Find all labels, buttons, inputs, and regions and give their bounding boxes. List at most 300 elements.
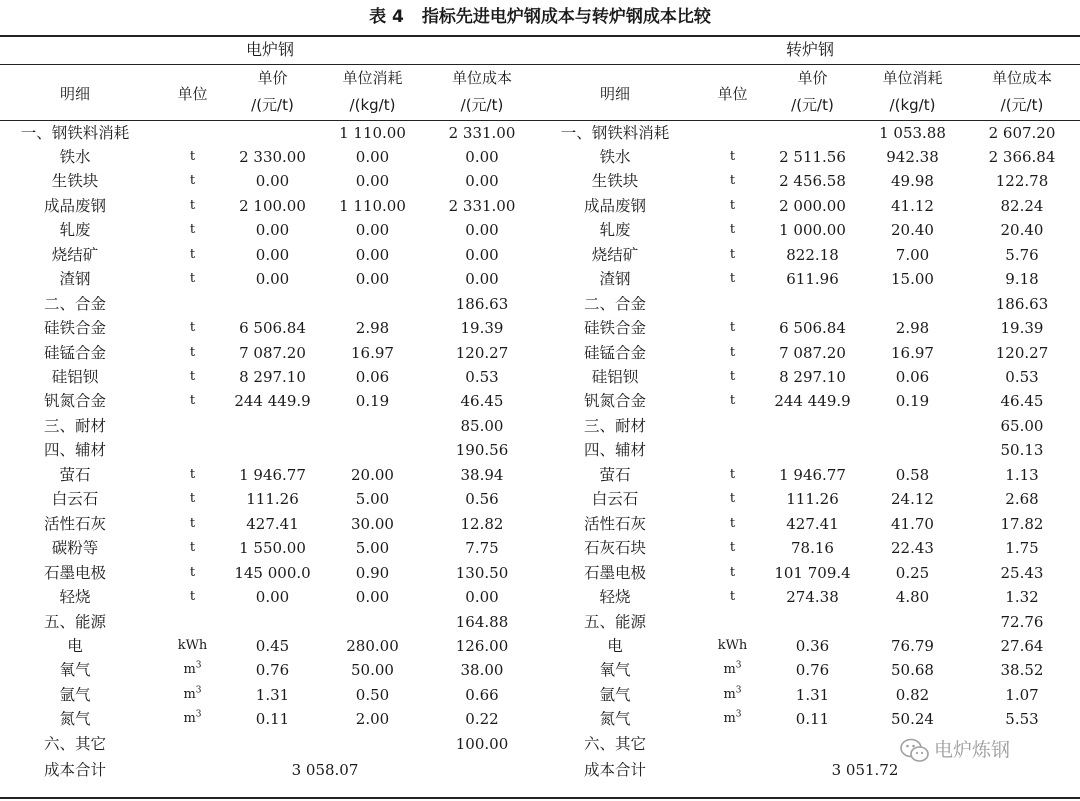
cell-price: 0.00 xyxy=(255,245,290,264)
table-row xyxy=(0,512,540,536)
table-row xyxy=(0,389,540,413)
cell-price: 145 000.0 xyxy=(234,563,311,582)
cell-price: 427.41 xyxy=(786,514,839,533)
cell-name: 硅铝钡 xyxy=(51,368,99,386)
cell-consumption xyxy=(860,414,965,438)
table-row xyxy=(540,658,1080,682)
table-row xyxy=(0,438,540,462)
cell-name: 一、钢铁料消耗 xyxy=(20,123,130,142)
cell-consumption: 0.19 xyxy=(355,392,390,411)
cell-unit xyxy=(690,438,775,462)
table-row xyxy=(540,610,1080,634)
cell-name: 氧气 xyxy=(599,661,631,680)
cell-consumption: 76.79 xyxy=(891,636,934,655)
cell-price: 274.38 xyxy=(786,588,839,607)
cell-cost: 12.82 xyxy=(460,514,504,533)
cell-cost: 0.00 xyxy=(465,147,499,166)
cell-cost: 2 331.00 xyxy=(448,196,516,215)
cell-cost: 5.76 xyxy=(1005,245,1039,264)
cell-cost: 190.56 xyxy=(455,441,509,460)
cell-consumption: 2.00 xyxy=(355,710,390,729)
cell-consumption xyxy=(320,414,425,438)
table-row xyxy=(540,389,1080,413)
cell-price xyxy=(765,414,860,438)
cell-consumption: 50.24 xyxy=(891,710,934,729)
cell-unit xyxy=(150,414,235,438)
cell-name: 活性石灰 xyxy=(583,514,646,533)
cell-unit: t xyxy=(729,515,736,531)
cell-price: 6 506.84 xyxy=(779,319,846,338)
cell-price: 7 087.20 xyxy=(239,343,306,362)
cell-consumption: 0.00 xyxy=(355,147,390,166)
table-row xyxy=(0,316,540,340)
cell-unit xyxy=(150,610,235,634)
cell-price: 111.26 xyxy=(246,490,299,509)
table-row xyxy=(0,218,540,242)
bof-header-price-unit: /(元/t) xyxy=(791,96,834,114)
table-row xyxy=(540,683,1080,707)
cell-unit: t xyxy=(729,540,736,556)
cell-cost: 120.27 xyxy=(995,343,1049,362)
cell-unit: t xyxy=(189,369,196,384)
cell-name: 白云石 xyxy=(51,490,99,509)
cell-cost: 0.53 xyxy=(1005,368,1039,386)
table-row xyxy=(0,536,540,560)
table-row xyxy=(0,463,540,487)
table-row xyxy=(540,707,1080,731)
cell-name: 三、耐材 xyxy=(583,416,646,435)
cell-cost: 0.00 xyxy=(465,270,499,289)
cell-unit: t xyxy=(189,320,196,336)
bof-header-cost-unit: /(元/t) xyxy=(1000,96,1044,114)
cell-unit xyxy=(690,292,775,316)
cell-name: 氮气 xyxy=(599,710,631,729)
cell-cost: 17.82 xyxy=(1000,514,1044,533)
cell-price xyxy=(765,610,860,634)
cell-cost: 82.24 xyxy=(1000,196,1044,215)
cell-unit: $m^3$ xyxy=(723,709,742,727)
cell-unit: $m^3$ xyxy=(183,709,202,727)
cell-price: 0.00 xyxy=(255,270,290,289)
table-row xyxy=(0,365,540,389)
eaf-header-unit: 单位 xyxy=(177,85,208,103)
cell-consumption: 20.40 xyxy=(891,221,934,240)
cell-price: 0.11 xyxy=(795,710,830,729)
cell-unit xyxy=(690,610,775,634)
cell-price: 0.00 xyxy=(255,221,290,240)
eaf-header-consumption: 单位消耗 xyxy=(342,69,403,87)
cell-consumption: 0.00 xyxy=(355,245,390,264)
cell-price xyxy=(225,732,320,756)
cell-name: 萤石 xyxy=(599,465,631,484)
cell-name: 一、钢铁料消耗 xyxy=(560,123,670,142)
cell-cost: 100.00 xyxy=(455,734,509,753)
cell-name: 氧气 xyxy=(59,661,91,680)
table-row xyxy=(540,463,1080,487)
cell-unit: t xyxy=(189,393,196,409)
cell-name: 铁水 xyxy=(599,147,631,166)
cell-name: 渣钢 xyxy=(59,270,91,289)
cell-cost: 0.56 xyxy=(465,490,499,509)
cell-price: 101 709.4 xyxy=(774,563,851,582)
cell-unit: $m^3$ xyxy=(723,685,742,702)
table-row xyxy=(540,121,1080,145)
cell-name: 氮气 xyxy=(59,710,91,729)
cell-consumption: 49.98 xyxy=(891,172,934,191)
table-row xyxy=(0,732,540,756)
cell-cost: 38.00 xyxy=(460,661,504,680)
cell-price xyxy=(765,438,860,462)
cell-price: 611.96 xyxy=(786,270,839,289)
cell-name: 硅锰合金 xyxy=(583,343,646,362)
cell-consumption: 2.98 xyxy=(895,319,930,338)
table-row xyxy=(540,243,1080,267)
cell-name: 铁水 xyxy=(59,147,91,166)
cell-unit: t xyxy=(729,148,736,164)
cell-name: 轻烧 xyxy=(59,588,91,607)
cell-name: 生铁块 xyxy=(591,172,639,191)
table-row xyxy=(0,487,540,511)
cell-name: 电 xyxy=(607,636,623,655)
cell-unit: t xyxy=(729,271,736,287)
table-row xyxy=(0,610,540,634)
cell-unit: t xyxy=(189,246,196,262)
cell-price: 2 330.00 xyxy=(239,147,306,166)
cell-name: 钒氮合金 xyxy=(43,392,106,411)
cell-name: 硅铁合金 xyxy=(43,319,106,338)
cell-cost: 130.50 xyxy=(455,563,509,582)
cell-unit: kWh xyxy=(717,637,748,653)
cell-name: 钒氮合金 xyxy=(583,392,646,411)
cell-consumption: 0.00 xyxy=(355,172,390,191)
watermark xyxy=(900,735,1010,765)
cell-name: 三、耐材 xyxy=(43,416,106,435)
table-row xyxy=(540,438,1080,462)
cell-cost: 120.27 xyxy=(455,343,509,362)
cell-price xyxy=(225,438,320,462)
cell-name: 烧结矿 xyxy=(591,245,639,264)
table-row xyxy=(540,365,1080,389)
eaf-header-cost-unit: /(元/t) xyxy=(460,96,504,114)
cell-consumption: 16.97 xyxy=(891,343,934,362)
cell-unit: kWh xyxy=(177,637,208,653)
cell-name: 六、其它 xyxy=(583,734,646,753)
table-row xyxy=(540,561,1080,585)
cell-price: 0.45 xyxy=(255,636,290,655)
cell-cost: 2 331.00 xyxy=(448,123,516,142)
cell-price: 822.18 xyxy=(786,245,839,264)
cell-price: 7 087.20 xyxy=(779,343,846,362)
cell-consumption: 5.00 xyxy=(355,490,390,509)
bof-header-consumption-unit: /(kg/t) xyxy=(889,96,936,114)
cell-price: 1 550.00 xyxy=(239,539,306,558)
total-row xyxy=(0,758,540,782)
cell-price: 1.31 xyxy=(255,685,290,704)
table-row xyxy=(540,585,1080,609)
cell-cost: 72.76 xyxy=(1000,612,1044,631)
cell-name: 六、其它 xyxy=(43,734,106,753)
cell-unit: t xyxy=(729,197,736,213)
cell-consumption: 0.00 xyxy=(355,588,390,607)
total-value: 3 051.72 xyxy=(831,761,899,780)
cell-cost: 25.43 xyxy=(1000,563,1044,582)
table-row xyxy=(540,487,1080,511)
watermark-text: 电炉炼钢 xyxy=(934,739,1011,761)
cell-name: 硅铁合金 xyxy=(583,319,646,338)
cell-consumption xyxy=(320,292,425,316)
cell-unit: t xyxy=(729,564,736,580)
cell-cost: 50.13 xyxy=(1000,441,1044,460)
cell-consumption: 280.00 xyxy=(346,636,399,655)
cell-unit: t xyxy=(729,393,736,409)
cell-consumption: 0.82 xyxy=(895,685,930,704)
cell-unit: t xyxy=(729,246,736,262)
cell-cost: 2 607.20 xyxy=(988,123,1056,142)
cell-price xyxy=(765,732,860,756)
cell-consumption: 41.12 xyxy=(891,196,934,215)
cell-unit: t xyxy=(729,466,736,482)
cell-cost: 0.00 xyxy=(465,221,499,240)
table-number: 表 4 xyxy=(369,7,404,27)
table-row xyxy=(540,169,1080,193)
table-caption: 指标先进电炉钢成本与转炉钢成本比较 xyxy=(421,7,711,27)
cell-price: 244 449.9 xyxy=(774,392,851,411)
table-row xyxy=(0,145,540,169)
cell-name: 烧结矿 xyxy=(51,245,99,264)
cell-price: 2 100.00 xyxy=(239,196,306,215)
table-row xyxy=(540,292,1080,316)
cell-name: 四、辅材 xyxy=(583,441,646,460)
cell-price xyxy=(765,121,860,145)
table-row xyxy=(540,316,1080,340)
cell-price: 2 511.56 xyxy=(779,147,846,166)
total-label: 成本合计 xyxy=(583,761,646,780)
cell-price: 1 946.77 xyxy=(779,465,846,484)
cell-name: 白云石 xyxy=(591,490,639,509)
cell-name: 氩气 xyxy=(599,685,631,704)
cell-consumption: 30.00 xyxy=(351,514,394,533)
cell-unit: t xyxy=(189,344,196,360)
cell-cost: 7.75 xyxy=(465,539,499,558)
cell-price: 2 000.00 xyxy=(779,196,846,215)
table-row xyxy=(540,634,1080,658)
cell-consumption: 50.68 xyxy=(891,661,934,680)
cell-name: 碳粉等 xyxy=(51,539,99,558)
cell-name: 石灰石块 xyxy=(583,539,646,558)
table-row xyxy=(540,145,1080,169)
cell-price: 8 297.10 xyxy=(779,368,846,386)
cell-cost: 1.32 xyxy=(1005,588,1039,607)
cell-consumption: 4.80 xyxy=(895,588,930,607)
cell-consumption: 1 053.88 xyxy=(879,123,946,142)
cell-cost: 9.18 xyxy=(1005,270,1039,289)
cell-cost: 27.64 xyxy=(1000,636,1044,655)
cell-name: 轻烧 xyxy=(599,588,631,607)
cell-consumption: 0.06 xyxy=(355,368,390,386)
table-row xyxy=(540,194,1080,218)
cell-unit xyxy=(150,121,235,145)
cell-name: 生铁块 xyxy=(51,172,99,191)
cell-unit xyxy=(150,438,235,462)
cell-cost: 38.52 xyxy=(1000,661,1044,680)
cell-cost: 1.07 xyxy=(1005,685,1039,704)
cell-consumption: 20.00 xyxy=(351,465,394,484)
cell-consumption xyxy=(320,610,425,634)
cell-consumption: 0.00 xyxy=(355,221,390,240)
cell-price: 6 506.84 xyxy=(239,319,306,338)
cell-name: 成品废钢 xyxy=(583,196,646,215)
cell-consumption: 22.43 xyxy=(891,539,934,558)
table-row xyxy=(0,658,540,682)
bof-header-consumption: 单位消耗 xyxy=(882,69,943,87)
cell-cost: 38.94 xyxy=(460,465,504,484)
cell-unit: t xyxy=(189,148,196,164)
cell-unit: t xyxy=(729,222,736,238)
table-row xyxy=(0,194,540,218)
cell-price: 1.31 xyxy=(795,685,830,704)
cell-name: 轧废 xyxy=(599,221,631,240)
cell-unit: t xyxy=(189,491,196,507)
table-row xyxy=(540,512,1080,536)
cell-unit: $m^3$ xyxy=(723,661,742,678)
cell-unit: t xyxy=(189,515,196,531)
total-label: 成本合计 xyxy=(43,761,106,780)
cell-price: 78.16 xyxy=(791,539,834,558)
wechat-icon xyxy=(900,738,930,764)
cell-name: 五、能源 xyxy=(43,612,106,631)
cell-price: 111.26 xyxy=(786,490,839,509)
cell-cost: 164.88 xyxy=(455,612,509,631)
cell-cost: 0.22 xyxy=(465,710,499,729)
cell-unit: t xyxy=(189,540,196,556)
table-row xyxy=(0,585,540,609)
cell-consumption: 50.00 xyxy=(351,661,394,680)
cell-price: 0.00 xyxy=(255,172,290,191)
cell-unit: t xyxy=(729,491,736,507)
cell-name: 萤石 xyxy=(59,465,91,484)
table-row xyxy=(0,414,540,438)
cell-consumption: 0.00 xyxy=(355,270,390,289)
cell-unit xyxy=(690,121,775,145)
cell-consumption: 7.00 xyxy=(895,245,930,264)
cell-name: 石墨电极 xyxy=(43,563,106,582)
cell-unit xyxy=(690,414,775,438)
cell-consumption: 24.12 xyxy=(891,490,934,509)
cell-cost: 19.39 xyxy=(460,319,504,338)
cell-unit: t xyxy=(729,173,736,189)
cell-cost: 0.66 xyxy=(465,685,499,704)
cell-name: 活性石灰 xyxy=(43,514,106,533)
cell-cost: 1.13 xyxy=(1005,465,1039,484)
cell-cost: 2 366.84 xyxy=(988,147,1056,166)
cell-cost: 0.53 xyxy=(465,368,499,386)
cell-unit xyxy=(150,732,235,756)
cell-cost: 2.68 xyxy=(1005,490,1039,509)
table-row xyxy=(0,634,540,658)
cell-cost: 20.40 xyxy=(1000,221,1044,240)
cell-unit: $m^3$ xyxy=(183,685,202,702)
cell-consumption xyxy=(860,292,965,316)
eaf-header-cost: 单位成本 xyxy=(451,69,512,87)
bof-group-header: 转炉钢 xyxy=(785,40,834,59)
cell-unit xyxy=(150,292,235,316)
cell-cost: 46.45 xyxy=(1000,392,1044,411)
cell-price xyxy=(225,610,320,634)
cell-name: 四、辅材 xyxy=(43,441,106,460)
cell-unit: $m^3$ xyxy=(183,661,202,678)
table-row xyxy=(540,218,1080,242)
cell-consumption xyxy=(320,438,425,462)
bof-header-unit: 单位 xyxy=(717,85,748,103)
cell-consumption: 0.58 xyxy=(895,465,930,484)
eaf-header-name: 明细 xyxy=(59,85,90,103)
cell-price: 2 456.58 xyxy=(779,172,846,191)
cell-consumption: 16.97 xyxy=(351,343,394,362)
cell-name: 成品废钢 xyxy=(43,196,106,215)
cell-cost: 186.63 xyxy=(995,294,1049,313)
cell-consumption: 1 110.00 xyxy=(339,123,406,142)
table-row xyxy=(0,169,540,193)
table-row xyxy=(0,243,540,267)
bof-header-cost: 单位成本 xyxy=(991,69,1052,87)
cell-unit: t xyxy=(189,466,196,482)
eaf-header-price-unit: /(元/t) xyxy=(251,96,294,114)
cell-price: 1 000.00 xyxy=(779,221,846,240)
cell-price xyxy=(765,292,860,316)
bof-header-price: 单价 xyxy=(797,69,828,87)
cell-cost: 0.00 xyxy=(465,245,499,264)
cell-cost: 5.53 xyxy=(1005,710,1039,729)
cell-unit: t xyxy=(729,320,736,336)
cell-consumption xyxy=(320,732,425,756)
cell-price: 1 946.77 xyxy=(239,465,306,484)
cell-unit: t xyxy=(189,564,196,580)
total-value: 3 058.07 xyxy=(291,761,359,780)
cell-name: 硅铝钡 xyxy=(591,368,639,386)
cell-cost: 122.78 xyxy=(995,172,1049,191)
cell-unit: t xyxy=(189,271,196,287)
cell-price: 244 449.9 xyxy=(234,392,311,411)
cell-consumption: 0.25 xyxy=(895,563,930,582)
cell-price: 427.41 xyxy=(246,514,299,533)
cell-consumption: 942.38 xyxy=(886,147,939,166)
cell-unit: t xyxy=(189,197,196,213)
cell-consumption: 2.98 xyxy=(355,319,390,338)
cell-unit: t xyxy=(729,344,736,360)
cell-unit: t xyxy=(729,369,736,384)
eaf-header-consumption-unit: /(kg/t) xyxy=(349,96,396,114)
cell-price: 0.11 xyxy=(255,710,290,729)
table-row xyxy=(540,414,1080,438)
cell-consumption: 41.70 xyxy=(891,514,934,533)
cell-consumption: 5.00 xyxy=(355,539,390,558)
cell-name: 二、合金 xyxy=(43,294,106,313)
cell-cost: 65.00 xyxy=(1000,416,1044,435)
cell-name: 硅锰合金 xyxy=(43,343,106,362)
cell-cost: 126.00 xyxy=(455,636,509,655)
cell-consumption: 0.90 xyxy=(355,563,390,582)
cell-cost: 186.63 xyxy=(455,294,509,313)
cell-price: 8 297.10 xyxy=(239,368,306,386)
table-row xyxy=(540,267,1080,291)
cell-price: 0.76 xyxy=(795,661,830,680)
cell-price: 0.76 xyxy=(255,661,290,680)
cell-name: 渣钢 xyxy=(599,270,631,289)
cell-cost: 19.39 xyxy=(1000,319,1044,338)
cell-consumption xyxy=(860,610,965,634)
cell-cost: 46.45 xyxy=(460,392,504,411)
eaf-group-header: 电炉钢 xyxy=(245,40,294,59)
